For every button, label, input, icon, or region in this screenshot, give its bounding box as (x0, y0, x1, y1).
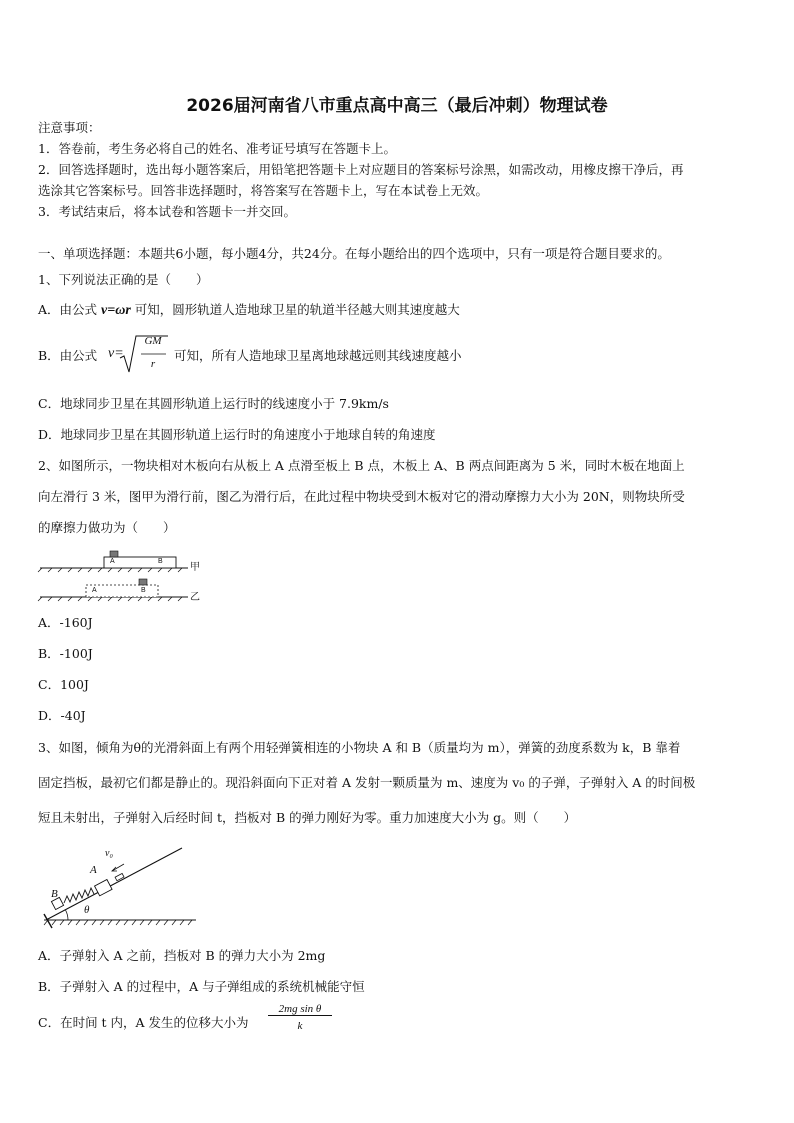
q2-line-1: 2、如图所示，一物块相对木板向右从板上 A 点滑至板上 B 点，木板上 A、B 两点间距离为 5 米，同时木板在地面上 (38, 458, 685, 473)
q1-a-suffix: 可知，圆形轨道人造地球卫星的轨道半径越大则其速度越大 (134, 302, 460, 317)
q2-option-b: B．-100J (38, 646, 93, 661)
q1-b-numerator: GM (144, 335, 162, 347)
q2-fig-label-b-top: B (158, 558, 163, 565)
q1-b-prefix: B．由公式 (38, 348, 98, 363)
q3-line-2: 固定挡板，最初它们都是静止的。现沿斜面向下正对着 A 发射一颗质量为 m、速度为 v₀ 的子弹，子弹射入 A 的时间极 (38, 775, 696, 790)
notice-item-1: 1．答卷前，考生务必将自己的姓名、准考证号填写在答题卡上。 (38, 141, 396, 156)
q2-option-d: D．-40J (38, 708, 86, 723)
q3-fig-label-b: B (51, 888, 58, 900)
q3-c-numerator: 2mg sin θ (268, 1003, 332, 1016)
q2-board-figure (38, 548, 208, 606)
q1-b-suffix: 可知，所有人造地球卫星离地球越远则其线速度越小 (174, 348, 462, 363)
notice-item-2-line-1: 2．回答选择题时，选出每小题答案后，用铅笔把答题卡上对应题目的答案标号涂黑，如需改动，用橡皮擦干净后，再 (38, 162, 684, 177)
q3-c-prefix: C．在时间 t 内，A 发生的位移大小为 (38, 1015, 249, 1030)
q3-line-1: 3、如图，倾角为θ的光滑斜面上有两个用轻弹簧相连的小物块 A 和 B（质量均为 m），弹簧的劲度系数为 k，B 靠着 (38, 740, 681, 755)
q1-option-a (38, 302, 460, 319)
q3-c-denominator: k (297, 1020, 303, 1032)
q1-a-formula: v=ωr (101, 303, 131, 318)
section-1-heading: 一、单项选择题：本题共6小题，每小题4分，共24分。在每小题给出的四个选项中，只有一项是符合题目要求的。 (38, 246, 670, 261)
q1-b-v: v= (108, 346, 124, 361)
exam-title: 2026届河南省八市重点高中高三（最后冲刺）物理试卷 (186, 96, 608, 116)
q1-option-c: C．地球同步卫星在其圆形轨道上运行时的线速度小于 7.9km/s (38, 396, 389, 411)
q3-option-b: B．子弹射入 A 的过程中，A 与子弹组成的系统机械能守恒 (38, 979, 365, 994)
q3-option-a: A．子弹射入 A 之前，挡板对 B 的弹力大小为 2mg (38, 948, 326, 963)
notice-item-3: 3．考试结束后，将本试卷和答题卡一并交回。 (38, 204, 296, 219)
q3-incline-figure (40, 844, 200, 930)
q2-fig-label-b-bottom: B (141, 587, 146, 594)
notice-heading: 注意事项： (38, 120, 101, 135)
q2-fig-label-a-top: A (110, 558, 115, 565)
q3-fig-label-v0: v₀ (105, 848, 113, 859)
q1-a-prefix: A．由公式 (38, 302, 98, 317)
q3-fig-label-theta: θ (84, 904, 90, 916)
q1-option-d: D．地球同步卫星在其圆形轨道上运行时的角速度小于地球自转的角速度 (38, 427, 436, 442)
q2-fig-label-a-bottom: A (92, 587, 97, 594)
q2-option-c: C．100J (38, 677, 89, 692)
q2-fig-label-yi: 乙 (190, 592, 200, 603)
q2-line-2: 向左滑行 3 米，图甲为滑行前，图乙为滑行后，在此过程中物块受到木板对它的滑动摩擦力大小为 20N，则物块所受 (38, 489, 685, 504)
q2-option-a: A．-160J (38, 615, 93, 630)
q3-fig-label-a: A (90, 864, 97, 876)
q3-line-3: 短且未射出，子弹射入后经时间 t，挡板对 B 的弹力刚好为零。重力加速度大小为 g。则（ ） (38, 810, 577, 825)
notice-item-2-line-2: 选涂其它答案标号。回答非选择题时，将答案写在答题卡上，写在本试卷上无效。 (38, 183, 489, 198)
q1-stem: 1、下列说法正确的是（ ） (38, 272, 209, 287)
q2-line-3: 的摩擦力做功为（ ） (38, 520, 176, 535)
q2-fig-label-jia: 甲 (190, 562, 200, 573)
q1-b-denominator: r (150, 358, 156, 370)
